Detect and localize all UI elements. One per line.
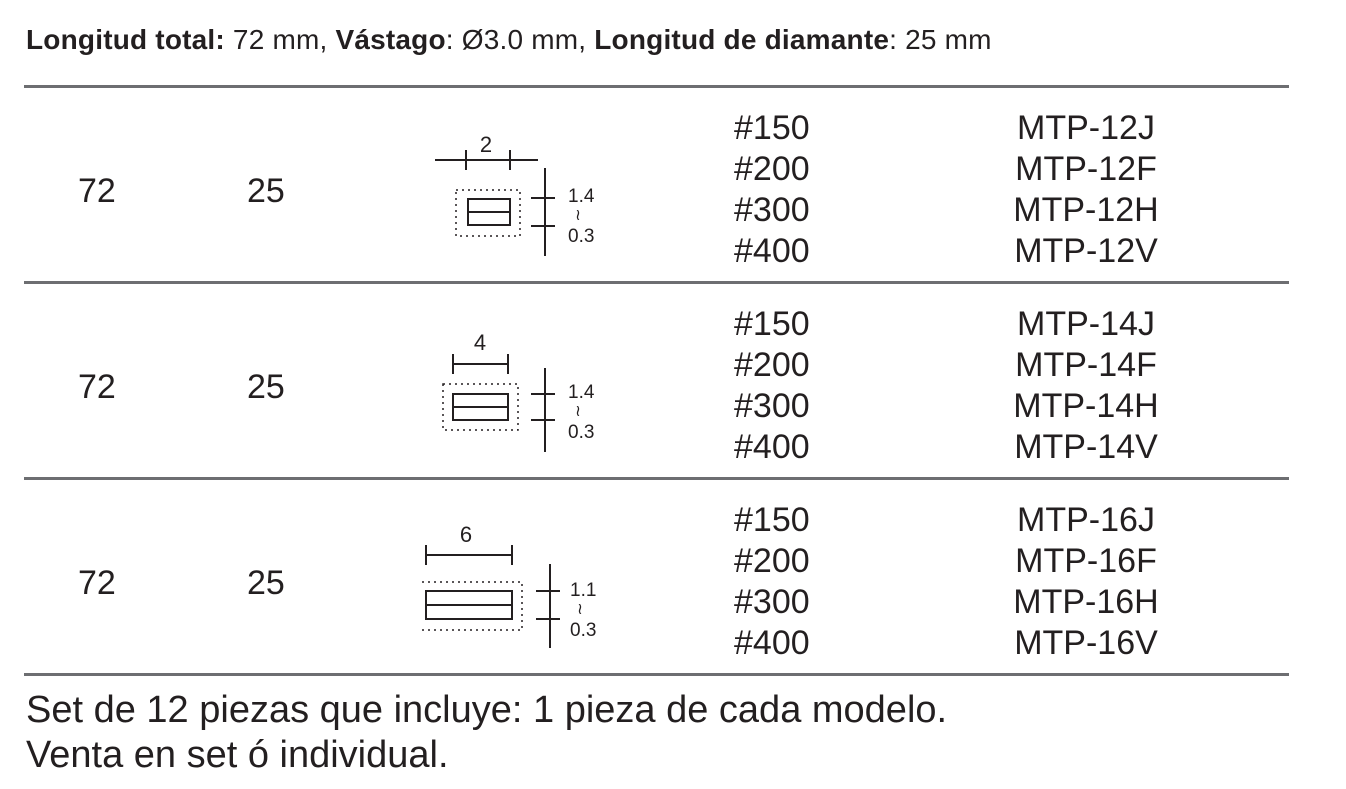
grit-list [734, 108, 810, 272]
diamond-length-cell: 25 [247, 564, 285, 602]
grit-value: #300 [734, 387, 810, 425]
grit-list [734, 304, 810, 468]
range-mark: ≀ [575, 207, 581, 224]
model-code: MTP-16H [1013, 583, 1159, 621]
model-code: MTP-14H [1013, 387, 1159, 425]
grit-value: #300 [734, 583, 810, 621]
top-thickness-label: 1.1 [570, 580, 597, 601]
model-code: MTP-12H [1013, 191, 1159, 229]
grit-value: #200 [734, 346, 810, 384]
spec-header [26, 24, 992, 56]
footer-note [26, 688, 947, 778]
model-code: MTP-14F [1015, 346, 1157, 384]
diamond-length-label: Longitud de diamante [594, 24, 890, 55]
range-mark: ≀ [575, 403, 581, 420]
width-label: 4 [473, 330, 487, 355]
model-code: MTP-12V [1014, 232, 1158, 270]
top-thickness-label: 1.4 [568, 186, 595, 207]
bottom-thickness-label: 0.3 [568, 422, 595, 443]
model-code: MTP-16J [1017, 501, 1155, 539]
diamond-length-value: : 25 mm [889, 24, 992, 55]
grit-value: #400 [734, 428, 810, 466]
footer-sale-line: Venta en set ó individual. [26, 734, 449, 776]
width-label: 2 [479, 132, 493, 157]
grit-value: #200 [734, 542, 810, 580]
shank-label: Vástago [335, 24, 446, 55]
table-row [0, 480, 1346, 674]
grit-value: #400 [734, 232, 810, 270]
grit-value: #300 [734, 191, 810, 229]
diamond-length-cell: 25 [247, 368, 285, 406]
bottom-thickness-label: 0.3 [568, 226, 595, 247]
diamond-length-cell: 25 [247, 172, 285, 210]
total-length-cell: 72 [78, 172, 116, 210]
grit-value: #150 [734, 305, 810, 343]
total-length-value: 72 mm, [224, 24, 336, 55]
grit-value: #200 [734, 150, 810, 188]
model-code: MTP-16F [1015, 542, 1157, 580]
table-bottom-rule [24, 673, 1289, 676]
grit-value: #150 [734, 109, 810, 147]
model-code: MTP-16V [1014, 624, 1158, 662]
tip-profile-diagram [420, 106, 620, 256]
model-list [1006, 500, 1166, 664]
model-list [1006, 304, 1166, 468]
top-thickness-label: 1.4 [568, 382, 595, 403]
width-label: 6 [459, 522, 473, 547]
shank-value: : Ø3.0 mm, [445, 24, 595, 55]
total-length-cell: 72 [78, 368, 116, 406]
total-length-cell: 72 [78, 564, 116, 602]
model-code: MTP-14J [1017, 305, 1155, 343]
footer-set-line: Set de 12 piezas que incluye: 1 pieza de cada modelo. [26, 689, 948, 731]
model-list [1006, 108, 1166, 272]
grit-list [734, 500, 810, 664]
table-row [0, 88, 1346, 282]
model-code: MTP-12F [1015, 150, 1157, 188]
grit-value: #150 [734, 501, 810, 539]
bottom-thickness-label: 0.3 [570, 620, 597, 641]
table-row [0, 284, 1346, 478]
tip-profile-diagram [420, 302, 620, 452]
model-code: MTP-12J [1017, 109, 1155, 147]
range-mark: ≀ [577, 601, 583, 618]
model-code: MTP-14V [1014, 428, 1158, 466]
total-length-label: Longitud total: [26, 24, 225, 55]
tip-profile-diagram [420, 498, 620, 648]
grit-value: #400 [734, 624, 810, 662]
